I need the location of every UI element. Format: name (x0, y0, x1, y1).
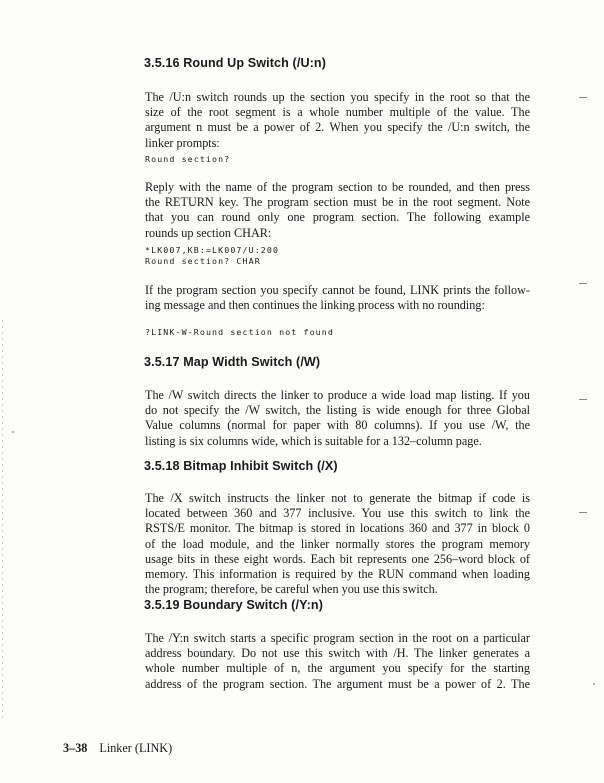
text-line: The /Y:n switch starts a specific program section in the root on a particular (145, 631, 530, 645)
text-line: the program; therefore, be careful when you use this switch. (145, 582, 438, 597)
paragraph-round-up-intro (145, 90, 530, 151)
footer-title: Linker (LINK) (99, 741, 173, 755)
paragraph-round-up-reply (145, 180, 530, 241)
text-line: of the load module, and the linker normally stores the program memory (145, 536, 530, 551)
text-line: The /W switch directs the linker to produce a wide load map listing. If you (145, 388, 530, 402)
text-line: Value columns (normal for paper with 80 columns). If you use /W, the (145, 418, 530, 433)
text-line: located between 360 and 377 inclusive. You use this switch to link the (145, 506, 530, 521)
code-error-message: ?LINK-W-Round section not found (145, 327, 334, 337)
margin-mark (579, 97, 587, 98)
text-line: that you can round only one program section. The following example (145, 210, 530, 225)
section-heading-3-5-17: 3.5.17 Map Width Switch (/W) (144, 355, 321, 369)
margin-mark (579, 512, 587, 513)
scan-speck (12, 431, 14, 433)
text-line: rounds up section CHAR: (145, 225, 272, 240)
text-line: whole number multiple of n, the argument you specify for the starting (145, 661, 530, 676)
text-line: usage bits in these eight words. Each bit represents one 256–word block of (145, 551, 530, 566)
margin-mark (579, 283, 587, 284)
text-line: address boundary. Do not use this switch with /H. The linker generates a (145, 646, 530, 661)
code-example-round: *LK007,KB:=LK007/U:200 Round section? CHAR (145, 245, 280, 266)
text-line: The /U:n switch rounds up the section you specify in the root so that the (145, 90, 530, 104)
paragraph-bitmap-inhibit (145, 491, 530, 597)
text-line: the RETURN key. The program section must be in the root segment. Note (145, 195, 530, 210)
margin-mark (579, 399, 587, 400)
text-line: size of the root segment is a whole number multiple of the value. The (145, 105, 530, 120)
page-footer (63, 741, 172, 756)
scan-edge (2, 320, 3, 720)
text-line: ing message and then continues the linking process with no rounding: (145, 298, 485, 313)
section-heading-3-5-19: 3.5.19 Boundary Switch (/Y:n) (144, 598, 324, 612)
code-prompt-round-section: Round section? (145, 154, 231, 164)
section-heading-3-5-18: 3.5.18 Bitmap Inhibit Switch (/X) (144, 459, 338, 473)
text-line: memory. This information is required by the RUN command when loading (145, 567, 530, 582)
text-line: do not specify the /W switch, the listing is wide enough for three Global (145, 403, 530, 418)
section-heading-3-5-16: 3.5.16 Round Up Switch (/U:n) (144, 56, 327, 70)
scan-speck (593, 683, 595, 685)
paragraph-boundary (145, 631, 530, 692)
text-line: The /X switch instructs the linker not to generate the bitmap if code is (145, 491, 530, 505)
text-line: listing is six columns wide, which is suitable for a 132–column page. (145, 433, 482, 448)
page-number: 3–38 (63, 741, 88, 755)
text-line: address of the program section. The argument must be a power of 2. The (145, 676, 530, 691)
paragraph-map-width (145, 388, 530, 449)
text-line: If the program section you specify cannot be found, LINK prints the follow- (145, 283, 530, 297)
text-line: linker prompts: (145, 135, 220, 150)
text-line: Reply with the name of the program section to be rounded, and then press (145, 180, 530, 194)
paragraph-round-up-notfound (145, 283, 530, 313)
text-line: argument n must be a power of 2. When you specify the /U:n switch, the (145, 120, 530, 135)
text-line: RSTS/E monitor. The bitmap is stored in locations 360 and 377 in block 0 (145, 521, 530, 536)
